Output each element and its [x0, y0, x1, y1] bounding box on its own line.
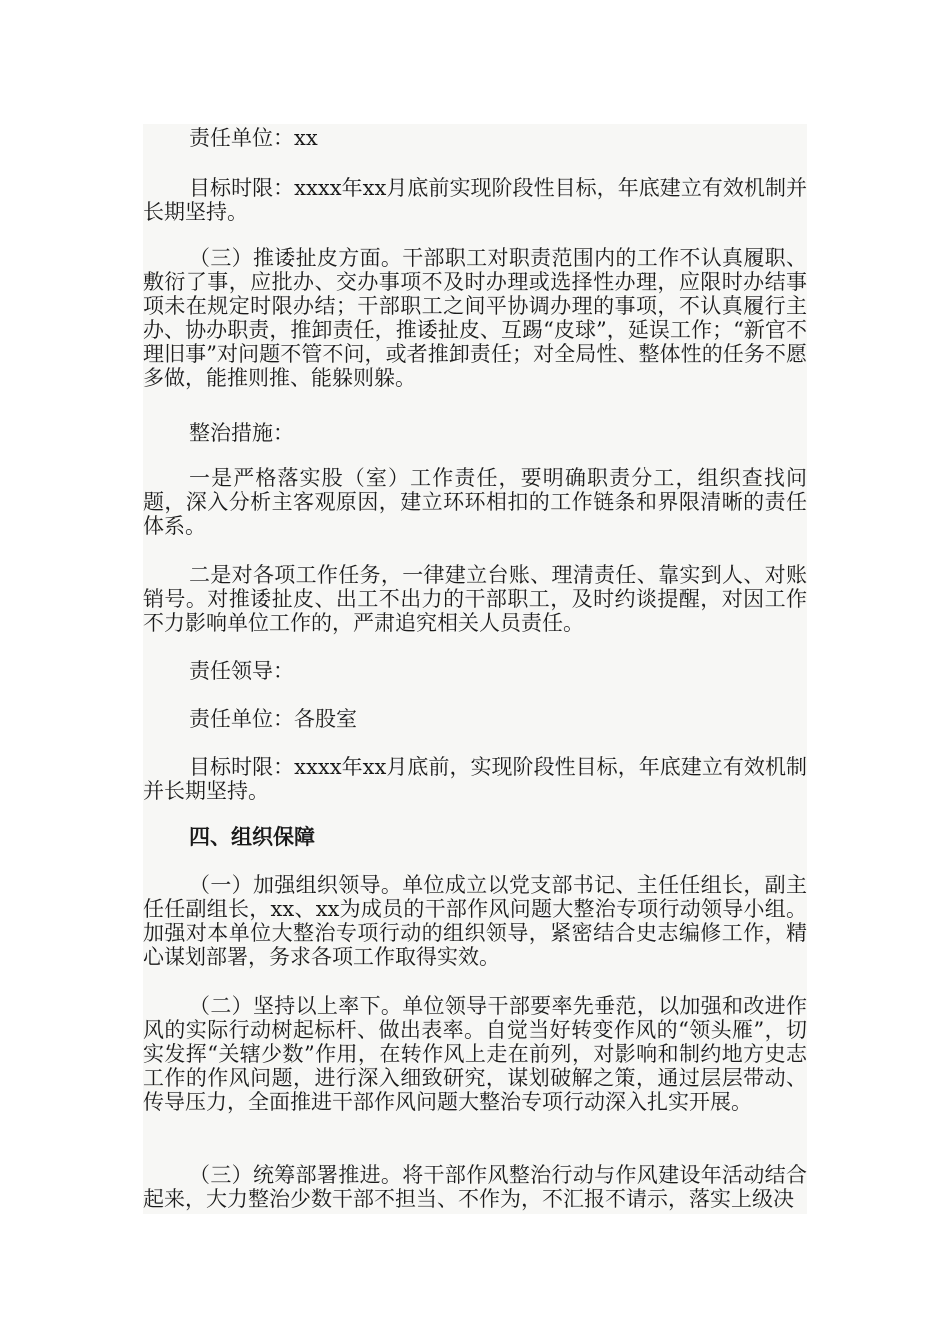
paragraph-section-three: （三）推诿扯皮方面。干部职工对职责范围内的工作不认真履职、敷衍了事，应批办、交办事项不及时办理或选择性办理，应限时办结事项未在规定时限办结；干部职工之间平协调办理的事项，不认真履行主办、协办职责，推卸责任，推诿扯皮、互踢“皮球”，延误工作；“新官不理旧事”对问题不管不问，或者推卸责任；对全局性、整体性的任务不愿多做，能推则推、能躲则躲。	[143, 246, 807, 390]
paragraph-coordinate-deploy: （三）统筹部署推进。将干部作风整治行动与作风建设年活动结合起来，大力整治少数干部不担当、不作为，不汇报不请示，落实上级决	[143, 1163, 807, 1211]
paragraph-responsible-leader: 责任领导：	[189, 659, 294, 683]
paragraph-responsible-unit-1: 责任单位：xx	[189, 126, 318, 150]
paragraph-org-leadership: （一）加强组织领导。单位成立以党支部书记、主任任组长，副主任任副组长，xx、xx为成员的干部作风问题大整治专项行动领导小组。加强对本单位大整治专项行动的组织领导，紧密结合史志编修工作，精心谋划部署，务求各项工作取得实效。	[143, 873, 807, 969]
paragraph-deadline-1: 目标时限：xxxx年xx月底前实现阶段性目标，年底建立有效机制并长期坚持。	[143, 176, 807, 224]
paragraph-lead-by-example: （二）坚持以上率下。单位领导干部要率先垂范，以加强和改进作风的实际行动树起标杆、做出表率。自觉当好转变作风的“领头雁”，切实发挥“关辖少数”作用，在转作风上走在前列，对影响和制约地方史志工作的作风问题，进行深入细致研究，谋划破解之策，通过层层带动、传导压力，全面推进干部作风问题大整治专项行动深入扎实开展。	[143, 994, 807, 1114]
paragraph-responsible-unit-2: 责任单位：各股室	[189, 707, 357, 731]
paragraph-measures-label: 整治措施：	[189, 421, 294, 445]
section-heading-organization: 四、组织保障	[189, 825, 315, 849]
paragraph-measure-one: 一是严格落实股（室）工作责任，要明确职责分工，组织查找问题，深入分析主客观原因，建立环环相扣的工作链条和界限清晰的责任体系。	[143, 466, 807, 538]
paragraph-measure-two: 二是对各项工作任务，一律建立台账、理清责任、靠实到人、对账销号。对推诿扯皮、出工不出力的干部职工，及时约谈提醒，对因工作不力影响单位工作的，严肃追究相关人员责任。	[143, 563, 807, 635]
paragraph-deadline-2: 目标时限：xxxx年xx月底前，实现阶段性目标，年底建立有效机制并长期坚持。	[143, 755, 807, 803]
